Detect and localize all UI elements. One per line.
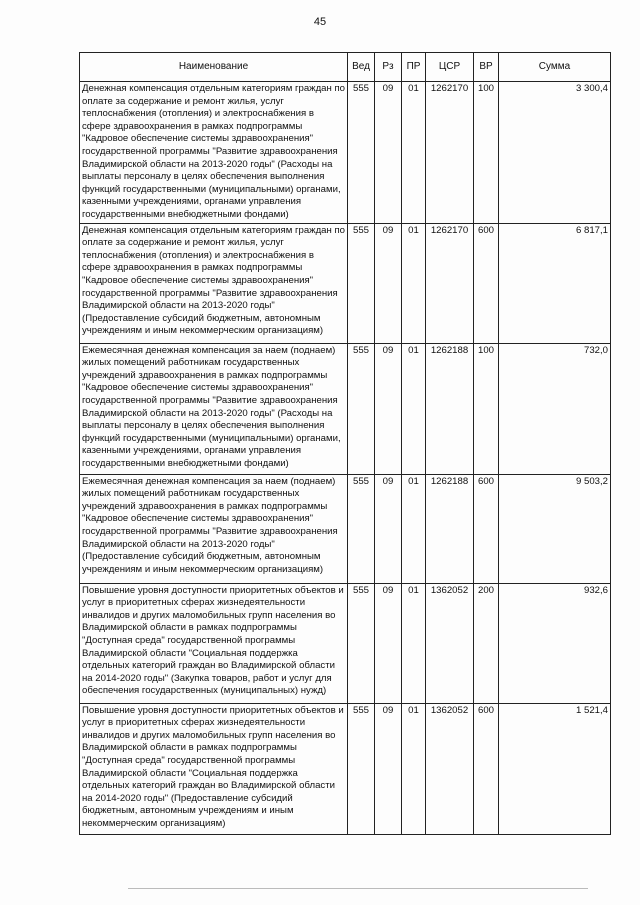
cell-ved: 555 bbox=[348, 223, 375, 343]
header-vr: ВР bbox=[474, 53, 499, 82]
cell-vr: 100 bbox=[474, 343, 499, 474]
cell-sum: 1 521,4 bbox=[499, 703, 611, 834]
cell-sum: 732,0 bbox=[499, 343, 611, 474]
table-row bbox=[80, 82, 611, 224]
cell-csr: 1362052 bbox=[426, 703, 474, 834]
header-pr: ПР bbox=[402, 53, 426, 82]
cell-vr: 200 bbox=[474, 583, 499, 703]
cell-ved: 555 bbox=[348, 474, 375, 583]
cell-name: Повышение уровня доступности приоритетных объектов и услуг в приоритетных сферах жизнедеятельности инвалидов и других маломобильных групп населения во Владимирской области в рамках подпрограммы "Доступная среда" государственной программы Владимирской области "Социальная поддержка отдельных категорий граждан во Владимирской области на 2014-2020 годы" (Предоставление субсидий бюджетным, автономным учреждениям и иным некоммерческим организациям) bbox=[80, 703, 348, 834]
cell-sum: 9 503,2 bbox=[499, 474, 611, 583]
cell-name: Денежная компенсация отдельным категориям граждан по оплате за содержание и ремонт жилья, услуг теплоснабжения (отопления) и электроснабжения в сфере здравоохранения в рамках подпрограммы "Кадровое обеспечение системы здравоохранения" государственной программы "Развитие здравоохранения Владимирской области на 2013-2020 годы" (Предоставление субсидий бюджетным, автономным учреждениям и иным некоммерческим организациям) bbox=[80, 223, 348, 343]
cell-name: Ежемесячная денежная компенсация за наем (поднаем) жилых помещений работникам государственных учреждений здравоохранения в рамках подпрограммы "Кадровое обеспечение системы здравоохранения" государственной программы "Развитие здравоохранения Владимирской области на 2013-2020 годы" (Предоставление субсидий бюджетным, автономным учреждениям и иным некоммерческим организациям) bbox=[80, 474, 348, 583]
cell-rz: 09 bbox=[375, 583, 402, 703]
cell-csr: 1262170 bbox=[426, 82, 474, 224]
cell-ved: 555 bbox=[348, 583, 375, 703]
page-number: 45 bbox=[313, 16, 327, 28]
cell-vr: 600 bbox=[474, 223, 499, 343]
cell-vr: 600 bbox=[474, 474, 499, 583]
cell-ved: 555 bbox=[348, 703, 375, 834]
cell-pr: 01 bbox=[402, 223, 426, 343]
cell-vr: 100 bbox=[474, 82, 499, 224]
cell-name: Повышение уровня доступности приоритетных объектов и услуг в приоритетных сферах жизнедеятельности инвалидов и других маломобильных групп населения во Владимирской области в рамках подпрограммы "Доступная среда" государственной программы Владимирской области "Социальная поддержка отдельных категорий граждан во Владимирской области на 2014-2020 годы" (Закупка товаров, работ и услуг для обеспечения государственных (муниципальных) нужд) bbox=[80, 583, 348, 703]
table-row bbox=[80, 474, 611, 583]
cell-pr: 01 bbox=[402, 583, 426, 703]
cell-name: Ежемесячная денежная компенсация за наем (поднаем) жилых помещений работникам государственных учреждений здравоохранения в рамках подпрограммы "Кадровое обеспечение системы здравоохранения" государственной программы "Развитие здравоохранения Владимирской области на 2013-2020 годы" (Расходы на выплаты персоналу в целях обеспечения выполнения функций государственными (муниципальными) органами, казенными учреждениями, органами управления государственными внебюджетными фондами) bbox=[80, 343, 348, 474]
cell-name: Денежная компенсация отдельным категориям граждан по оплате за содержание и ремонт жилья, услуг теплоснабжения (отопления) и электроснабжения в сфере здравоохранения в рамках подпрограммы "Кадровое обеспечение системы здравоохранения" государственной программы "Развитие здравоохранения Владимирской области на 2013-2020 годы" (Расходы на выплаты персоналу в целях обеспечения выполнения функций государственными (муниципальными) органами, казенными учреждениями, органами управления государственными внебюджетными фондами) bbox=[80, 82, 348, 224]
cell-pr: 01 bbox=[402, 474, 426, 583]
cell-csr: 1262188 bbox=[426, 474, 474, 583]
cell-rz: 09 bbox=[375, 703, 402, 834]
cell-csr: 1262170 bbox=[426, 223, 474, 343]
budget-table bbox=[79, 52, 611, 835]
header-sum: Сумма bbox=[499, 53, 611, 82]
cell-rz: 09 bbox=[375, 343, 402, 474]
table-row bbox=[80, 703, 611, 834]
cell-pr: 01 bbox=[402, 343, 426, 474]
cell-csr: 1362052 bbox=[426, 583, 474, 703]
table-row bbox=[80, 223, 611, 343]
header-rz: Рз bbox=[375, 53, 402, 82]
cell-ved: 555 bbox=[348, 343, 375, 474]
cell-rz: 09 bbox=[375, 474, 402, 583]
header-ved: Вед bbox=[348, 53, 375, 82]
cell-pr: 01 bbox=[402, 703, 426, 834]
cell-pr: 01 bbox=[402, 82, 426, 224]
cell-vr: 600 bbox=[474, 703, 499, 834]
cell-rz: 09 bbox=[375, 223, 402, 343]
scan-divider-line bbox=[128, 888, 588, 889]
cell-sum: 932,6 bbox=[499, 583, 611, 703]
cell-ved: 555 bbox=[348, 82, 375, 224]
table-header-row bbox=[80, 53, 611, 82]
table-row bbox=[80, 583, 611, 703]
header-name: Наименование bbox=[80, 53, 348, 82]
header-csr: ЦСР bbox=[426, 53, 474, 82]
cell-sum: 6 817,1 bbox=[499, 223, 611, 343]
cell-rz: 09 bbox=[375, 82, 402, 224]
cell-sum: 3 300,4 bbox=[499, 82, 611, 224]
cell-csr: 1262188 bbox=[426, 343, 474, 474]
table-row bbox=[80, 343, 611, 474]
